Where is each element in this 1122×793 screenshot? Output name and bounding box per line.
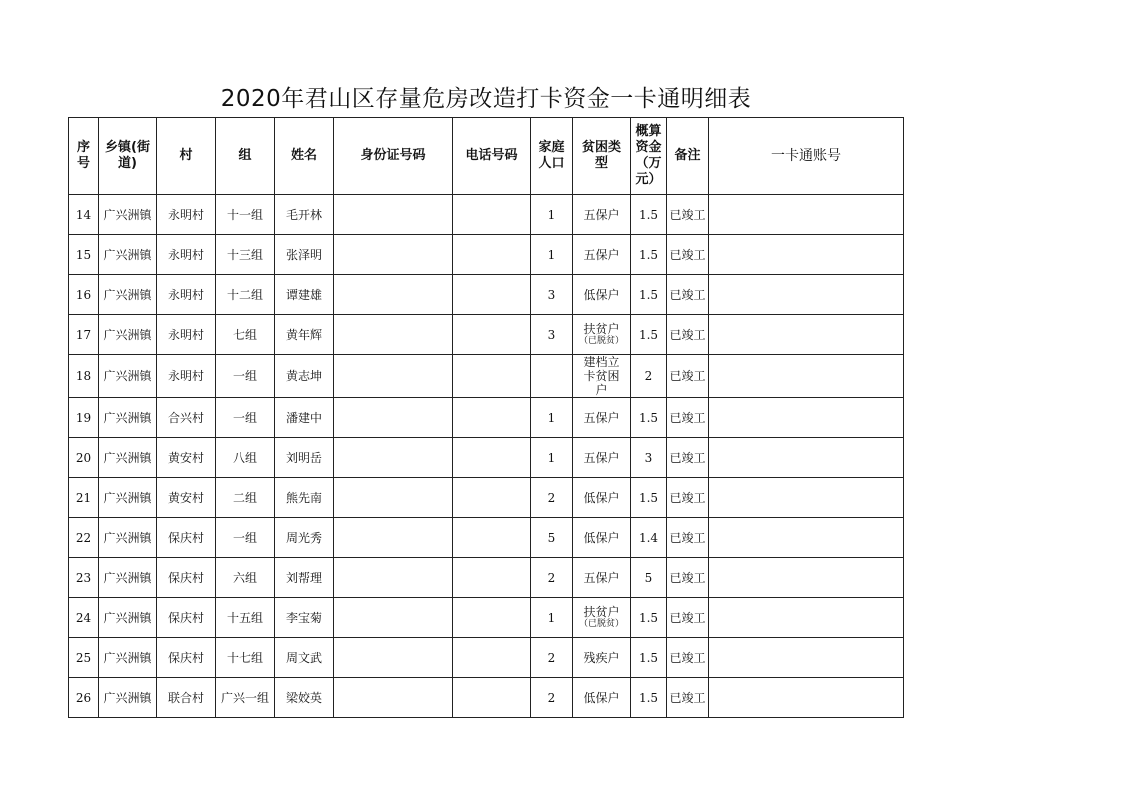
row-town-cell: 广兴洲镇 — [99, 275, 157, 315]
poverty-type-label: 低保户 — [583, 287, 620, 302]
row-name-cell: 毛开林 — [275, 195, 334, 235]
row-household-cell — [531, 355, 573, 398]
poverty-note: （已脱贫） — [578, 336, 624, 346]
row-poverty-type-cell — [573, 398, 631, 438]
header-funds: 概算资金（万元） — [631, 118, 667, 195]
row-town-cell: 广兴洲镇 — [99, 438, 157, 478]
row-phone-cell — [453, 678, 531, 718]
header-town: 乡镇(街道) — [99, 118, 157, 195]
row-id-number-cell — [334, 678, 453, 718]
row-group-cell: 六组 — [216, 558, 275, 598]
row-id-number-cell — [334, 558, 453, 598]
row-town-cell: 广兴洲镇 — [99, 638, 157, 678]
row-group-cell: 广兴一组 — [216, 678, 275, 718]
row-household-cell: 1 — [531, 598, 573, 638]
table-row — [69, 275, 904, 315]
row-funds-cell: 1.5 — [631, 638, 667, 678]
row-poverty-type-cell — [573, 315, 631, 355]
row-village-cell: 永明村 — [157, 355, 216, 398]
row-seq-cell: 23 — [69, 558, 99, 598]
row-name-cell: 刘帮理 — [275, 558, 334, 598]
row-id-number-cell — [334, 398, 453, 438]
row-household-cell: 5 — [531, 518, 573, 558]
row-remark-cell: 已竣工 — [667, 478, 709, 518]
row-phone-cell — [453, 478, 531, 518]
header-id-number: 身份证号码 — [334, 118, 453, 195]
table-row — [69, 638, 904, 678]
row-phone-cell — [453, 598, 531, 638]
row-phone-cell — [453, 438, 531, 478]
page-title: 2020年君山区存量危房改造打卡资金一卡通明细表 — [220, 86, 752, 112]
table-row — [69, 598, 904, 638]
poverty-type-label: 五保户 — [583, 450, 620, 465]
row-funds-cell: 5 — [631, 558, 667, 598]
row-remark-cell: 已竣工 — [667, 398, 709, 438]
row-village-cell: 黄安村 — [157, 438, 216, 478]
header-phone: 电话号码 — [453, 118, 531, 195]
row-name-cell: 潘建中 — [275, 398, 334, 438]
table-row — [69, 235, 904, 275]
header-poverty-type: 贫困类型 — [573, 118, 631, 195]
row-group-cell: 一组 — [216, 355, 275, 398]
table-row — [69, 558, 904, 598]
row-phone-cell — [453, 315, 531, 355]
row-account-cell — [709, 195, 904, 235]
row-group-cell: 十七组 — [216, 638, 275, 678]
row-poverty-type-cell — [573, 478, 631, 518]
header-group: 组 — [216, 118, 275, 195]
poverty-type-label: 低保户 — [583, 690, 620, 705]
row-funds-cell: 1.5 — [631, 275, 667, 315]
row-poverty-type-cell — [573, 558, 631, 598]
row-seq-cell: 20 — [69, 438, 99, 478]
row-town-cell: 广兴洲镇 — [99, 518, 157, 558]
row-poverty-type-cell — [573, 598, 631, 638]
row-funds-cell: 1.5 — [631, 398, 667, 438]
row-remark-cell: 已竣工 — [667, 518, 709, 558]
header-seq: 序号 — [69, 118, 99, 195]
row-account-cell — [709, 275, 904, 315]
header-account: 一卡通账号 — [709, 118, 904, 195]
row-group-cell: 十二组 — [216, 275, 275, 315]
row-remark-cell: 已竣工 — [667, 235, 709, 275]
row-remark-cell: 已竣工 — [667, 678, 709, 718]
row-id-number-cell — [334, 598, 453, 638]
row-seq-cell: 22 — [69, 518, 99, 558]
row-town-cell: 广兴洲镇 — [99, 315, 157, 355]
row-village-cell: 保庆村 — [157, 598, 216, 638]
row-village-cell: 黄安村 — [157, 478, 216, 518]
row-town-cell: 广兴洲镇 — [99, 558, 157, 598]
row-funds-cell: 1.5 — [631, 478, 667, 518]
row-poverty-type-cell — [573, 235, 631, 275]
table-row — [69, 398, 904, 438]
row-id-number-cell — [334, 315, 453, 355]
row-town-cell: 广兴洲镇 — [99, 678, 157, 718]
row-village-cell: 永明村 — [157, 235, 216, 275]
row-seq-cell: 21 — [69, 478, 99, 518]
row-id-number-cell — [334, 355, 453, 398]
poverty-type-label: 扶贫户 — [583, 605, 620, 619]
row-account-cell — [709, 235, 904, 275]
row-village-cell: 联合村 — [157, 678, 216, 718]
row-id-number-cell — [334, 275, 453, 315]
row-town-cell: 广兴洲镇 — [99, 598, 157, 638]
table-row — [69, 315, 904, 355]
table-row — [69, 478, 904, 518]
header-name: 姓名 — [275, 118, 334, 195]
row-id-number-cell — [334, 195, 453, 235]
detail-table — [68, 117, 904, 718]
row-village-cell: 保庆村 — [157, 638, 216, 678]
row-town-cell: 广兴洲镇 — [99, 195, 157, 235]
row-name-cell: 黄志坤 — [275, 355, 334, 398]
header-household: 家庭人口 — [531, 118, 573, 195]
row-group-cell: 七组 — [216, 315, 275, 355]
table-row — [69, 438, 904, 478]
row-remark-cell: 已竣工 — [667, 558, 709, 598]
row-funds-cell: 1.5 — [631, 598, 667, 638]
row-name-cell: 周光秀 — [275, 518, 334, 558]
row-funds-cell: 1.5 — [631, 678, 667, 718]
row-household-cell: 2 — [531, 558, 573, 598]
row-household-cell: 2 — [531, 678, 573, 718]
row-town-cell: 广兴洲镇 — [99, 355, 157, 398]
row-remark-cell: 已竣工 — [667, 195, 709, 235]
row-funds-cell: 1.5 — [631, 235, 667, 275]
poverty-type-label: 低保户 — [583, 490, 620, 505]
row-poverty-type-cell — [573, 195, 631, 235]
row-name-cell: 梁姣英 — [275, 678, 334, 718]
row-account-cell — [709, 478, 904, 518]
row-seq-cell: 25 — [69, 638, 99, 678]
poverty-type-label: 低保户 — [583, 530, 620, 545]
row-remark-cell: 已竣工 — [667, 638, 709, 678]
row-name-cell: 黄年辉 — [275, 315, 334, 355]
row-village-cell: 永明村 — [157, 275, 216, 315]
row-phone-cell — [453, 518, 531, 558]
header-village: 村 — [157, 118, 216, 195]
row-name-cell: 李宝菊 — [275, 598, 334, 638]
poverty-type-label: 残疾户 — [583, 650, 620, 665]
row-seq-cell: 18 — [69, 355, 99, 398]
row-town-cell: 广兴洲镇 — [99, 398, 157, 438]
poverty-type-label: 五保户 — [583, 410, 620, 425]
row-name-cell: 熊先南 — [275, 478, 334, 518]
row-remark-cell: 已竣工 — [667, 598, 709, 638]
row-household-cell: 1 — [531, 438, 573, 478]
row-household-cell: 1 — [531, 235, 573, 275]
row-group-cell: 十一组 — [216, 195, 275, 235]
row-village-cell: 保庆村 — [157, 518, 216, 558]
row-account-cell — [709, 518, 904, 558]
table-row — [69, 195, 904, 235]
row-name-cell: 周文武 — [275, 638, 334, 678]
row-remark-cell: 已竣工 — [667, 355, 709, 398]
row-group-cell: 一组 — [216, 518, 275, 558]
poverty-type-label: 五保户 — [583, 247, 620, 262]
poverty-note: （已脱贫） — [578, 619, 624, 629]
row-town-cell: 广兴洲镇 — [99, 235, 157, 275]
row-account-cell — [709, 598, 904, 638]
header-row — [69, 118, 904, 195]
table-row — [69, 678, 904, 718]
poverty-type-label: 五保户 — [583, 207, 620, 222]
row-seq-cell: 14 — [69, 195, 99, 235]
row-seq-cell: 24 — [69, 598, 99, 638]
row-account-cell — [709, 638, 904, 678]
row-name-cell: 谭建雄 — [275, 275, 334, 315]
row-name-cell: 刘明岳 — [275, 438, 334, 478]
row-village-cell: 合兴村 — [157, 398, 216, 438]
row-account-cell — [709, 678, 904, 718]
row-group-cell: 十三组 — [216, 235, 275, 275]
row-seq-cell: 26 — [69, 678, 99, 718]
row-remark-cell: 已竣工 — [667, 315, 709, 355]
row-poverty-type-cell — [573, 518, 631, 558]
row-poverty-type-cell — [573, 438, 631, 478]
row-village-cell: 保庆村 — [157, 558, 216, 598]
row-funds-cell: 1.5 — [631, 195, 667, 235]
row-village-cell: 永明村 — [157, 195, 216, 235]
row-household-cell: 2 — [531, 638, 573, 678]
row-funds-cell: 2 — [631, 355, 667, 398]
table-row — [69, 355, 904, 398]
poverty-type-label: 建档立卡贫困户 — [583, 355, 620, 397]
row-account-cell — [709, 558, 904, 598]
row-household-cell: 2 — [531, 478, 573, 518]
row-account-cell — [709, 398, 904, 438]
poverty-type-label: 扶贫户 — [583, 322, 620, 336]
row-phone-cell — [453, 195, 531, 235]
row-account-cell — [709, 315, 904, 355]
row-account-cell — [709, 438, 904, 478]
row-poverty-type-cell — [573, 678, 631, 718]
poverty-type-label: 五保户 — [583, 570, 620, 585]
row-group-cell: 十五组 — [216, 598, 275, 638]
row-phone-cell — [453, 638, 531, 678]
row-poverty-type-cell — [573, 275, 631, 315]
row-town-cell: 广兴洲镇 — [99, 478, 157, 518]
table-row — [69, 518, 904, 558]
row-group-cell: 八组 — [216, 438, 275, 478]
row-funds-cell: 3 — [631, 438, 667, 478]
row-id-number-cell — [334, 638, 453, 678]
row-id-number-cell — [334, 518, 453, 558]
row-household-cell: 1 — [531, 195, 573, 235]
row-id-number-cell — [334, 478, 453, 518]
row-funds-cell: 1.4 — [631, 518, 667, 558]
row-phone-cell — [453, 558, 531, 598]
row-phone-cell — [453, 355, 531, 398]
row-id-number-cell — [334, 235, 453, 275]
row-group-cell: 二组 — [216, 478, 275, 518]
row-seq-cell: 16 — [69, 275, 99, 315]
row-household-cell: 1 — [531, 398, 573, 438]
row-phone-cell — [453, 398, 531, 438]
row-phone-cell — [453, 235, 531, 275]
row-name-cell: 张泽明 — [275, 235, 334, 275]
row-remark-cell: 已竣工 — [667, 438, 709, 478]
row-household-cell: 3 — [531, 275, 573, 315]
row-seq-cell: 15 — [69, 235, 99, 275]
row-group-cell: 一组 — [216, 398, 275, 438]
row-village-cell: 永明村 — [157, 315, 216, 355]
row-poverty-type-cell — [573, 355, 631, 398]
header-remark: 备注 — [667, 118, 709, 195]
row-seq-cell: 19 — [69, 398, 99, 438]
row-remark-cell: 已竣工 — [667, 275, 709, 315]
row-poverty-type-cell — [573, 638, 631, 678]
row-funds-cell: 1.5 — [631, 315, 667, 355]
row-account-cell — [709, 355, 904, 398]
row-phone-cell — [453, 275, 531, 315]
row-id-number-cell — [334, 438, 453, 478]
row-household-cell: 3 — [531, 315, 573, 355]
row-seq-cell: 17 — [69, 315, 99, 355]
